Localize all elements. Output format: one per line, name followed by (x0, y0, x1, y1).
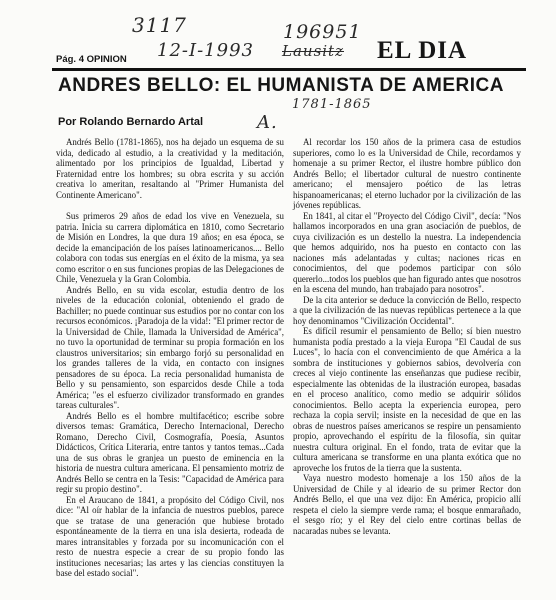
paragraph: En 1841, al citar el "Proyecto del Código Civil", decía: "Nos hallamos incorporados en una gran asociación de pueblos, de cuya civilización es un destello la nuestra. La independencia que hemos adquirido, nos ha puesto en contacto con las naciones más adelantadas y cultas; naciones ricas en conocimientos, del que podemos participar con sólo quererlo...todos los pueblos que han figurado antes que nosotros en la escena del mundo, han trabajado para nosotros". (293, 210, 521, 294)
paragraph: Vaya nuestro modesto homenaje a los 150 años de la Universidad de Chile y al ideario de su primer Rector don Andrés Bello, el que una vez dijo: En América, propicio allí respeta el cielo la siempre verde rama; el bosque enmarañado, el sesgo río; y el Rey del cielo entre cortinas bellas de nacaradas nubes se levanta. (293, 473, 521, 536)
article-byline: Por Rolando Bernardo Artal (58, 116, 204, 128)
handwritten-mark: A. (257, 112, 278, 133)
article-title: ANDRES BELLO: EL HUMANISTA DE AMERICA (58, 75, 504, 96)
handwritten-years: 1781-1865 (292, 97, 372, 112)
paragraph: Al recordar los 150 años de la primera casa de estudios superiores, como lo es la Universidad de Chile, recordamos y homenaje a su primer Rector, el ilustre hombre público don Andrés Bello; el libertador cultural de nuestro continente americano; el mensajero poético de las letras hispanoamericanas; el eterno luchador por la civilización de las jóvenes repúblicas. (293, 137, 521, 210)
newspaper-name: EL DIA (377, 37, 468, 64)
handwritten-scribble: Lausitz (282, 42, 344, 60)
paragraph: De la cita anterior se deduce la convicción de Bello, respecto a que la civilización de las nuevas repúblicas pertenece a la que hoy denominamos "Civilización Occidental". (293, 294, 521, 326)
paragraph: Andrés Bello (1781-1865), nos ha dejado un esquema de su vida, dedicado al estudio, a la creatividad y la meditación, alimentado por los principios de Igualdad, Libertad y Fraternidad entre los hombres; su obra escrita y su acción creativa lo ameritan, resaltando al "Primer Humanista del Continente Americano". (56, 137, 284, 200)
paragraph: Andrés Bello es el hombre multifacético; escribe sobre diversos temas: Gramática, Derecho Internacional, Derecho Romano, Derecho Civil, Cosmografía, Poesía, Asuntos Didácticos, Crítica Literaria, entre tantos y tantos temas...Cada una de sus obras le granjea un puesto de eminencia en la historia de nuestra cultura americana. El pensamiento motriz de Andrés Bello se centra en la Tesis: "Capacidad de América para regir su propio destino". (56, 410, 284, 494)
paragraph: En el Araucano de 1841, a propósito del Código Civil, nos dice: "Al oír hablar de la infancia de nuestros pueblos, parece que se tratase de una generación que hubiese brotado espontáneamente de la tierra en una isla desierta, rodeada de mares intransitables y forzada por su incomunicación con el resto de nuestra especie a crear de su propio fondo las instituciones necesarias; las artes y las ciencias constituyen la base del estado social". (56, 494, 284, 578)
article-column-right (293, 137, 521, 536)
article-column-left (56, 137, 284, 579)
paragraph: Andrés Bello, en su vida escolar, estudia dentro de los niveles de la educación colonial, obteniendo el grado de Bachiller; no puede continuar sus estudios por no contar con los recursos económicos. ¡Paradoja de la vida!: "El primer rector de la Universidad de Chile, llamada la Universidad de América", no tuvo la oportunidad de terminar su propia formación en los claustros universitarios; sin embargo forjó su personalidad en los grandes talleres de la vida, en contacto con insignes pensadores de su época. La recia personalidad humanista de Bello y su pensamiento, son esparcidos desde Chile a toda América; "es el esfuerzo civilizador transformado en grandes tareas culturales". (56, 284, 284, 410)
paragraph: Es difícil resumir el pensamiento de Bello; sí bien nuestro humanista podía prestado a la vieja Europa "El Caudal de sus Luces", lo hacía con el convencimiento de que América a la sombra de instituciones y gobiernos sabios, devolvería con creces al viejo continente las enseñanzas que pudiese recibir, especialmente las obtenidas de la ilustración europea, basadas en el proceso analítico, como medio se adquirir sólidos conocimientos. Bello acepta la experiencia europea, pero rechaza la copia servil; insiste en la necesidad de que en las obras de nuestros países americanos se respire un pensamiento propio, aprovechando el espíritu de la filosofía, sin quitar nuestra cultura original. En el fondo, trata de evitar que la cultura americana se transforme en una planta exótica que no aproveche los frutos de la tierra que la sustenta. (293, 326, 521, 473)
paragraph: Sus primeros 29 años de edad los vive en Venezuela, su patria. Inicia su carrera diplomática en 1810, como Secretario de Misión en Londres, la que dura 19 años; en esa época, se decide la emancipación de los países latinoamericanos.... Bello colabora con todas sus energías en el éxito de la misma, ya sea como escritor o en sus funciones propias de las Delegaciones de Chile, Venezuela y la Gran Colombia. (56, 211, 284, 284)
handwritten-date: 12-I-1993 (157, 40, 254, 61)
header-rule (52, 68, 526, 71)
page-section-label: Pág. 4 OPINION (56, 54, 127, 65)
handwritten-code: 3117 (132, 13, 187, 37)
handwritten-number: 196951 (283, 21, 362, 43)
